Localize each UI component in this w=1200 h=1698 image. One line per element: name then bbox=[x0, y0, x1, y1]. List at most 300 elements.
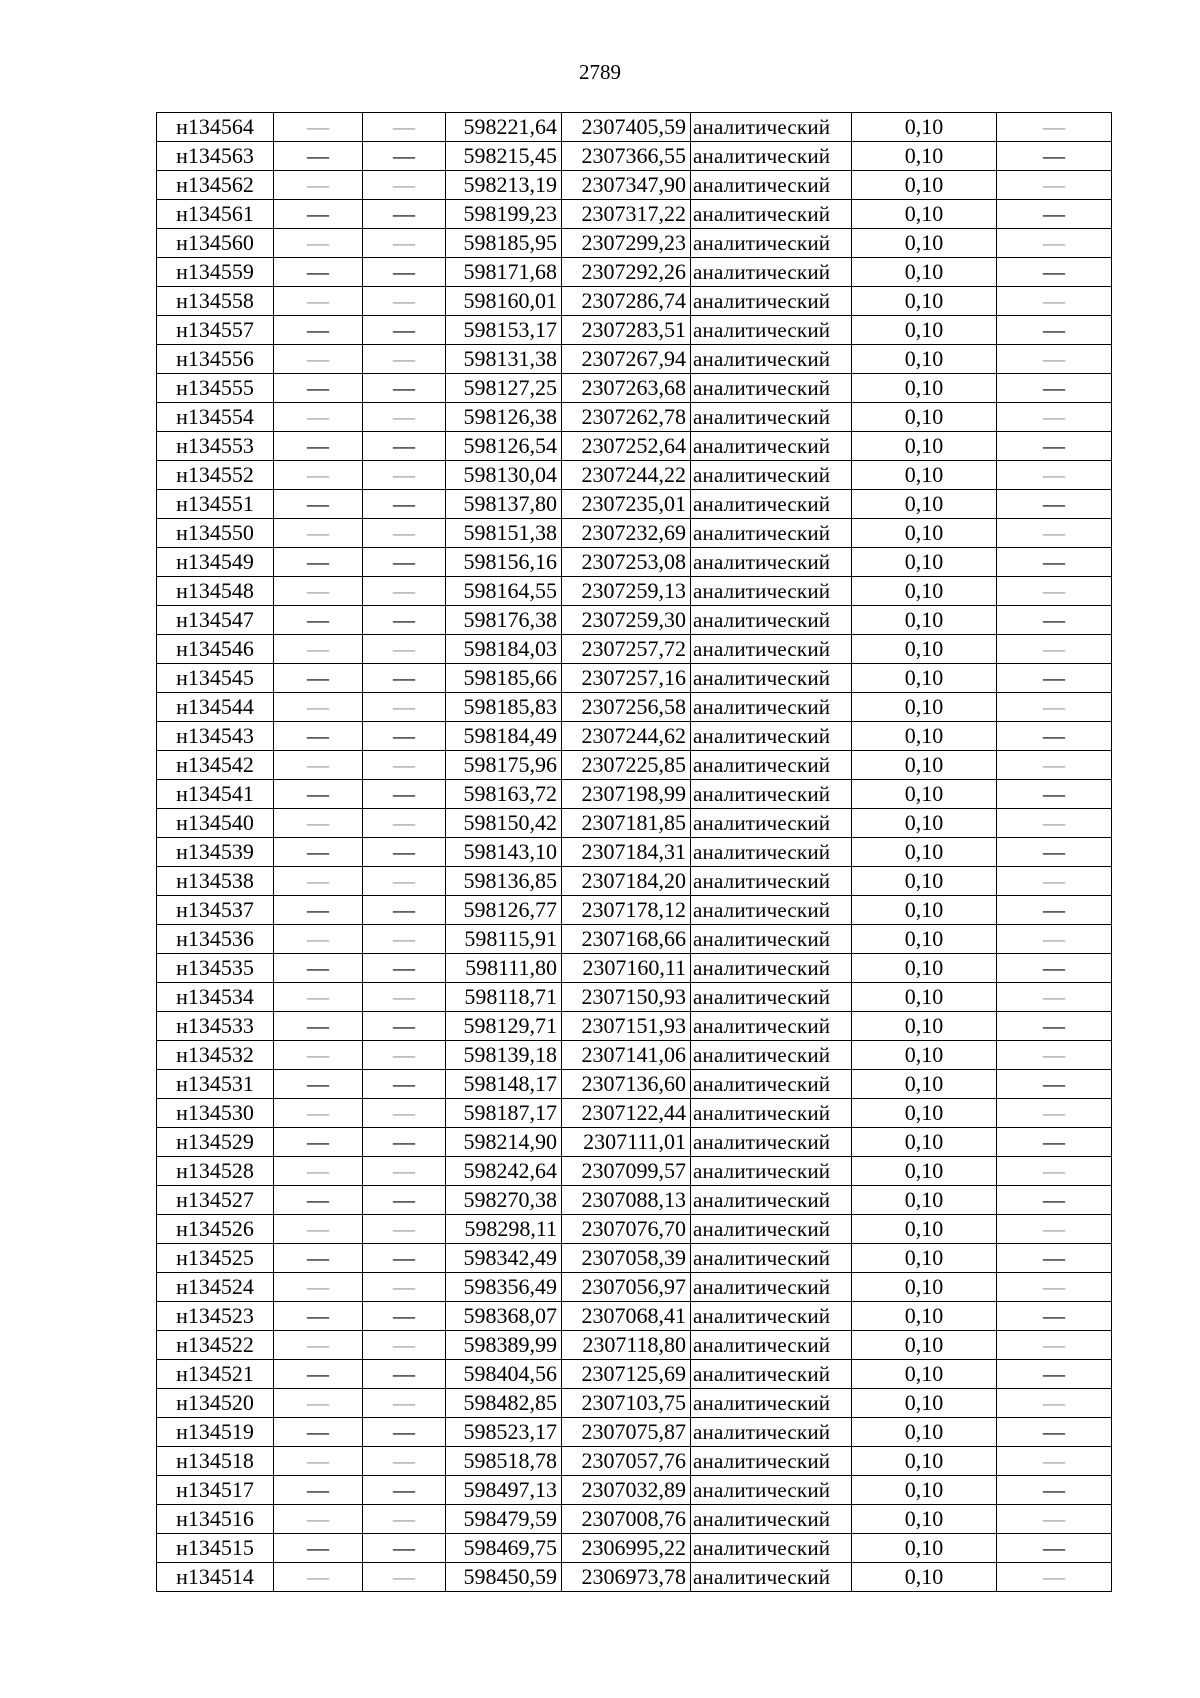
cell-y-coordinate: 2307317,22 bbox=[562, 200, 691, 229]
cell-y-coordinate: 2307286,74 bbox=[562, 287, 691, 316]
cell-dash: — bbox=[363, 1244, 446, 1273]
cell-dash: — bbox=[363, 983, 446, 1012]
cell-x-coordinate: 598479,59 bbox=[446, 1505, 562, 1534]
cell-x-coordinate: 598213,19 bbox=[446, 171, 562, 200]
cell-accuracy: 0,10 bbox=[852, 1157, 997, 1186]
cell-point-name: н134516 bbox=[157, 1505, 274, 1534]
cell-dash: — bbox=[997, 461, 1112, 490]
cell-dash: — bbox=[274, 1476, 363, 1505]
cell-dash: — bbox=[997, 1360, 1112, 1389]
table-row bbox=[157, 664, 1112, 693]
cell-dash: — bbox=[274, 258, 363, 287]
cell-dash: — bbox=[363, 751, 446, 780]
cell-accuracy: 0,10 bbox=[852, 1273, 997, 1302]
cell-dash: — bbox=[363, 1418, 446, 1447]
table-row bbox=[157, 1157, 1112, 1186]
cell-dash: — bbox=[274, 1012, 363, 1041]
cell-y-coordinate: 2307058,39 bbox=[562, 1244, 691, 1273]
cell-x-coordinate: 598184,49 bbox=[446, 722, 562, 751]
cell-dash: — bbox=[997, 1505, 1112, 1534]
cell-method: аналитический bbox=[691, 896, 852, 925]
table-row bbox=[157, 519, 1112, 548]
cell-accuracy: 0,10 bbox=[852, 229, 997, 258]
table-row bbox=[157, 838, 1112, 867]
cell-y-coordinate: 2306973,78 bbox=[562, 1563, 691, 1592]
cell-accuracy: 0,10 bbox=[852, 1215, 997, 1244]
cell-dash: — bbox=[363, 809, 446, 838]
cell-y-coordinate: 2307032,89 bbox=[562, 1476, 691, 1505]
cell-y-coordinate: 2307347,90 bbox=[562, 171, 691, 200]
table-row bbox=[157, 1360, 1112, 1389]
cell-dash: — bbox=[997, 432, 1112, 461]
table-row bbox=[157, 1302, 1112, 1331]
cell-point-name: н134515 bbox=[157, 1534, 274, 1563]
cell-accuracy: 0,10 bbox=[852, 577, 997, 606]
cell-dash: — bbox=[274, 519, 363, 548]
cell-method: аналитический bbox=[691, 925, 852, 954]
cell-point-name: н134547 bbox=[157, 606, 274, 635]
cell-dash: — bbox=[997, 1215, 1112, 1244]
cell-point-name: н134524 bbox=[157, 1273, 274, 1302]
cell-accuracy: 0,10 bbox=[852, 171, 997, 200]
cell-x-coordinate: 598356,49 bbox=[446, 1273, 562, 1302]
cell-method: аналитический bbox=[691, 1447, 852, 1476]
cell-dash: — bbox=[274, 432, 363, 461]
cell-y-coordinate: 2307057,76 bbox=[562, 1447, 691, 1476]
cell-dash: — bbox=[363, 954, 446, 983]
cell-dash: — bbox=[274, 171, 363, 200]
table-row bbox=[157, 229, 1112, 258]
cell-dash: — bbox=[274, 461, 363, 490]
cell-point-name: н134558 bbox=[157, 287, 274, 316]
cell-dash: — bbox=[363, 1360, 446, 1389]
cell-point-name: н134531 bbox=[157, 1070, 274, 1099]
cell-method: аналитический bbox=[691, 1186, 852, 1215]
cell-dash: — bbox=[274, 664, 363, 693]
cell-dash: — bbox=[274, 1418, 363, 1447]
cell-dash: — bbox=[274, 1389, 363, 1418]
cell-accuracy: 0,10 bbox=[852, 635, 997, 664]
cell-dash: — bbox=[363, 606, 446, 635]
cell-dash: — bbox=[997, 1389, 1112, 1418]
cell-point-name: н134532 bbox=[157, 1041, 274, 1070]
cell-dash: — bbox=[274, 1157, 363, 1186]
cell-dash: — bbox=[363, 1447, 446, 1476]
cell-x-coordinate: 598171,68 bbox=[446, 258, 562, 287]
cell-method: аналитический bbox=[691, 1099, 852, 1128]
cell-y-coordinate: 2307056,97 bbox=[562, 1273, 691, 1302]
cell-dash: — bbox=[363, 519, 446, 548]
cell-y-coordinate: 2307198,99 bbox=[562, 780, 691, 809]
cell-dash: — bbox=[363, 1534, 446, 1563]
cell-x-coordinate: 598450,59 bbox=[446, 1563, 562, 1592]
cell-y-coordinate: 2307256,58 bbox=[562, 693, 691, 722]
cell-method: аналитический bbox=[691, 374, 852, 403]
cell-accuracy: 0,10 bbox=[852, 490, 997, 519]
cell-dash: — bbox=[274, 751, 363, 780]
cell-dash: — bbox=[274, 1128, 363, 1157]
cell-dash: — bbox=[997, 258, 1112, 287]
cell-method: аналитический bbox=[691, 316, 852, 345]
cell-accuracy: 0,10 bbox=[852, 461, 997, 490]
cell-x-coordinate: 598163,72 bbox=[446, 780, 562, 809]
table-row bbox=[157, 548, 1112, 577]
table-row bbox=[157, 258, 1112, 287]
cell-accuracy: 0,10 bbox=[852, 896, 997, 925]
cell-point-name: н134554 bbox=[157, 403, 274, 432]
cell-dash: — bbox=[274, 693, 363, 722]
cell-dash: — bbox=[997, 229, 1112, 258]
cell-dash: — bbox=[274, 1447, 363, 1476]
table-row bbox=[157, 1273, 1112, 1302]
cell-method: аналитический bbox=[691, 1244, 852, 1273]
cell-dash: — bbox=[274, 403, 363, 432]
table-row bbox=[157, 345, 1112, 374]
cell-dash: — bbox=[997, 1244, 1112, 1273]
cell-y-coordinate: 2307267,94 bbox=[562, 345, 691, 374]
cell-point-name: н134537 bbox=[157, 896, 274, 925]
table-row bbox=[157, 1476, 1112, 1505]
cell-dash: — bbox=[997, 200, 1112, 229]
cell-method: аналитический bbox=[691, 809, 852, 838]
cell-accuracy: 0,10 bbox=[852, 374, 997, 403]
cell-point-name: н134520 bbox=[157, 1389, 274, 1418]
cell-x-coordinate: 598199,23 bbox=[446, 200, 562, 229]
cell-method: аналитический bbox=[691, 867, 852, 896]
cell-dash: — bbox=[363, 635, 446, 664]
cell-method: аналитический bbox=[691, 1331, 852, 1360]
cell-dash: — bbox=[363, 1012, 446, 1041]
cell-y-coordinate: 2307257,16 bbox=[562, 664, 691, 693]
cell-method: аналитический bbox=[691, 577, 852, 606]
cell-y-coordinate: 2307283,51 bbox=[562, 316, 691, 345]
cell-accuracy: 0,10 bbox=[852, 1186, 997, 1215]
cell-dash: — bbox=[363, 1505, 446, 1534]
cell-x-coordinate: 598482,85 bbox=[446, 1389, 562, 1418]
cell-dash: — bbox=[997, 809, 1112, 838]
table-row bbox=[157, 142, 1112, 171]
cell-dash: — bbox=[997, 1041, 1112, 1070]
cell-dash: — bbox=[363, 171, 446, 200]
cell-point-name: н134540 bbox=[157, 809, 274, 838]
table-row bbox=[157, 809, 1112, 838]
cell-y-coordinate: 2307076,70 bbox=[562, 1215, 691, 1244]
cell-dash: — bbox=[363, 403, 446, 432]
table-row bbox=[157, 1505, 1112, 1534]
table-row bbox=[157, 1128, 1112, 1157]
cell-y-coordinate: 2307263,68 bbox=[562, 374, 691, 403]
table-row bbox=[157, 1041, 1112, 1070]
cell-dash: — bbox=[997, 693, 1112, 722]
cell-point-name: н134557 bbox=[157, 316, 274, 345]
table-row bbox=[157, 1563, 1112, 1592]
cell-x-coordinate: 598126,77 bbox=[446, 896, 562, 925]
cell-method: аналитический bbox=[691, 1389, 852, 1418]
cell-accuracy: 0,10 bbox=[852, 142, 997, 171]
cell-y-coordinate: 2307184,20 bbox=[562, 867, 691, 896]
cell-dash: — bbox=[363, 1476, 446, 1505]
cell-dash: — bbox=[274, 1070, 363, 1099]
cell-dash: — bbox=[997, 954, 1112, 983]
cell-y-coordinate: 2307299,23 bbox=[562, 229, 691, 258]
cell-dash: — bbox=[363, 461, 446, 490]
cell-x-coordinate: 598187,17 bbox=[446, 1099, 562, 1128]
table-row bbox=[157, 635, 1112, 664]
cell-method: аналитический bbox=[691, 664, 852, 693]
cell-dash: — bbox=[363, 780, 446, 809]
cell-y-coordinate: 2307178,12 bbox=[562, 896, 691, 925]
cell-dash: — bbox=[997, 403, 1112, 432]
table-row bbox=[157, 490, 1112, 519]
cell-point-name: н134536 bbox=[157, 925, 274, 954]
cell-dash: — bbox=[363, 1389, 446, 1418]
cell-y-coordinate: 2307136,60 bbox=[562, 1070, 691, 1099]
cell-y-coordinate: 2307168,66 bbox=[562, 925, 691, 954]
cell-dash: — bbox=[997, 1418, 1112, 1447]
cell-y-coordinate: 2307253,08 bbox=[562, 548, 691, 577]
table-row bbox=[157, 403, 1112, 432]
cell-accuracy: 0,10 bbox=[852, 1302, 997, 1331]
cell-point-name: н134543 bbox=[157, 722, 274, 751]
cell-accuracy: 0,10 bbox=[852, 867, 997, 896]
cell-point-name: н134562 bbox=[157, 171, 274, 200]
cell-dash: — bbox=[274, 548, 363, 577]
cell-x-coordinate: 598164,55 bbox=[446, 577, 562, 606]
table-row bbox=[157, 896, 1112, 925]
cell-point-name: н134544 bbox=[157, 693, 274, 722]
cell-y-coordinate: 2307125,69 bbox=[562, 1360, 691, 1389]
cell-dash: — bbox=[997, 722, 1112, 751]
cell-dash: — bbox=[274, 838, 363, 867]
cell-dash: — bbox=[997, 1476, 1112, 1505]
cell-accuracy: 0,10 bbox=[852, 925, 997, 954]
cell-x-coordinate: 598143,10 bbox=[446, 838, 562, 867]
cell-dash: — bbox=[274, 606, 363, 635]
cell-dash: — bbox=[997, 577, 1112, 606]
cell-dash: — bbox=[274, 1331, 363, 1360]
cell-y-coordinate: 2307122,44 bbox=[562, 1099, 691, 1128]
cell-y-coordinate: 2307262,78 bbox=[562, 403, 691, 432]
cell-accuracy: 0,10 bbox=[852, 1563, 997, 1592]
cell-accuracy: 0,10 bbox=[852, 1476, 997, 1505]
cell-dash: — bbox=[997, 867, 1112, 896]
cell-dash: — bbox=[997, 1302, 1112, 1331]
cell-accuracy: 0,10 bbox=[852, 693, 997, 722]
cell-dash: — bbox=[997, 664, 1112, 693]
cell-dash: — bbox=[997, 1331, 1112, 1360]
cell-x-coordinate: 598185,83 bbox=[446, 693, 562, 722]
cell-point-name: н134555 bbox=[157, 374, 274, 403]
cell-x-coordinate: 598270,38 bbox=[446, 1186, 562, 1215]
cell-x-coordinate: 598184,03 bbox=[446, 635, 562, 664]
cell-point-name: н134525 bbox=[157, 1244, 274, 1273]
cell-y-coordinate: 2307244,22 bbox=[562, 461, 691, 490]
cell-method: аналитический bbox=[691, 1215, 852, 1244]
cell-dash: — bbox=[363, 258, 446, 287]
cell-dash: — bbox=[274, 1505, 363, 1534]
table-row bbox=[157, 1012, 1112, 1041]
cell-x-coordinate: 598150,42 bbox=[446, 809, 562, 838]
cell-dash: — bbox=[363, 577, 446, 606]
cell-dash: — bbox=[274, 490, 363, 519]
cell-point-name: н134533 bbox=[157, 1012, 274, 1041]
cell-dash: — bbox=[363, 896, 446, 925]
cell-y-coordinate: 2306995,22 bbox=[562, 1534, 691, 1563]
cell-point-name: н134549 bbox=[157, 548, 274, 577]
cell-accuracy: 0,10 bbox=[852, 1505, 997, 1534]
table-row bbox=[157, 1186, 1112, 1215]
cell-dash: — bbox=[274, 1302, 363, 1331]
table-row bbox=[157, 577, 1112, 606]
table-row bbox=[157, 316, 1112, 345]
cell-accuracy: 0,10 bbox=[852, 258, 997, 287]
cell-point-name: н134528 bbox=[157, 1157, 274, 1186]
cell-dash: — bbox=[363, 490, 446, 519]
cell-dash: — bbox=[274, 113, 363, 142]
cell-accuracy: 0,10 bbox=[852, 113, 997, 142]
cell-dash: — bbox=[274, 577, 363, 606]
cell-dash: — bbox=[997, 171, 1112, 200]
cell-dash: — bbox=[997, 548, 1112, 577]
cell-dash: — bbox=[274, 1215, 363, 1244]
cell-x-coordinate: 598342,49 bbox=[446, 1244, 562, 1273]
cell-dash: — bbox=[997, 1070, 1112, 1099]
cell-point-name: н134546 bbox=[157, 635, 274, 664]
cell-y-coordinate: 2307252,64 bbox=[562, 432, 691, 461]
cell-method: аналитический bbox=[691, 113, 852, 142]
cell-x-coordinate: 598126,54 bbox=[446, 432, 562, 461]
cell-accuracy: 0,10 bbox=[852, 954, 997, 983]
cell-method: аналитический bbox=[691, 838, 852, 867]
cell-point-name: н134548 bbox=[157, 577, 274, 606]
cell-dash: — bbox=[274, 780, 363, 809]
cell-point-name: н134521 bbox=[157, 1360, 274, 1389]
cell-x-coordinate: 598518,78 bbox=[446, 1447, 562, 1476]
table-row bbox=[157, 954, 1112, 983]
cell-x-coordinate: 598129,71 bbox=[446, 1012, 562, 1041]
cell-dash: — bbox=[363, 287, 446, 316]
cell-x-coordinate: 598215,45 bbox=[446, 142, 562, 171]
cell-x-coordinate: 598127,25 bbox=[446, 374, 562, 403]
cell-y-coordinate: 2307099,57 bbox=[562, 1157, 691, 1186]
cell-x-coordinate: 598156,16 bbox=[446, 548, 562, 577]
cell-accuracy: 0,10 bbox=[852, 809, 997, 838]
cell-dash: — bbox=[997, 287, 1112, 316]
cell-x-coordinate: 598175,96 bbox=[446, 751, 562, 780]
cell-accuracy: 0,10 bbox=[852, 1447, 997, 1476]
table-row bbox=[157, 113, 1112, 142]
cell-dash: — bbox=[274, 1273, 363, 1302]
cell-method: аналитический bbox=[691, 1157, 852, 1186]
cell-dash: — bbox=[274, 1099, 363, 1128]
cell-dash: — bbox=[274, 1360, 363, 1389]
cell-x-coordinate: 598139,18 bbox=[446, 1041, 562, 1070]
cell-y-coordinate: 2307111,01 bbox=[562, 1128, 691, 1157]
cell-method: аналитический bbox=[691, 287, 852, 316]
cell-method: аналитический bbox=[691, 1128, 852, 1157]
cell-y-coordinate: 2307259,30 bbox=[562, 606, 691, 635]
cell-dash: — bbox=[363, 1128, 446, 1157]
table-row bbox=[157, 200, 1112, 229]
cell-y-coordinate: 2307008,76 bbox=[562, 1505, 691, 1534]
cell-method: аналитический bbox=[691, 258, 852, 287]
cell-y-coordinate: 2307259,13 bbox=[562, 577, 691, 606]
cell-dash: — bbox=[363, 200, 446, 229]
cell-x-coordinate: 598153,17 bbox=[446, 316, 562, 345]
cell-y-coordinate: 2307088,13 bbox=[562, 1186, 691, 1215]
cell-dash: — bbox=[363, 1041, 446, 1070]
cell-y-coordinate: 2307118,80 bbox=[562, 1331, 691, 1360]
cell-y-coordinate: 2307150,93 bbox=[562, 983, 691, 1012]
cell-y-coordinate: 2307366,55 bbox=[562, 142, 691, 171]
cell-point-name: н134552 bbox=[157, 461, 274, 490]
cell-point-name: н134526 bbox=[157, 1215, 274, 1244]
cell-dash: — bbox=[274, 1041, 363, 1070]
cell-x-coordinate: 598115,91 bbox=[446, 925, 562, 954]
cell-y-coordinate: 2307405,59 bbox=[562, 113, 691, 142]
cell-method: аналитический bbox=[691, 635, 852, 664]
table-row bbox=[157, 780, 1112, 809]
cell-point-name: н134551 bbox=[157, 490, 274, 519]
cell-dash: — bbox=[274, 1244, 363, 1273]
cell-dash: — bbox=[997, 925, 1112, 954]
page-number: 2789 bbox=[579, 60, 621, 84]
cell-method: аналитический bbox=[691, 1070, 852, 1099]
cell-dash: — bbox=[997, 751, 1112, 780]
cell-accuracy: 0,10 bbox=[852, 1099, 997, 1128]
cell-accuracy: 0,10 bbox=[852, 664, 997, 693]
cell-dash: — bbox=[274, 142, 363, 171]
cell-method: аналитический bbox=[691, 171, 852, 200]
cell-dash: — bbox=[997, 1563, 1112, 1592]
cell-accuracy: 0,10 bbox=[852, 722, 997, 751]
cell-method: аналитический bbox=[691, 1360, 852, 1389]
cell-dash: — bbox=[363, 1099, 446, 1128]
cell-dash: — bbox=[274, 316, 363, 345]
table-row bbox=[157, 693, 1112, 722]
cell-y-coordinate: 2307257,72 bbox=[562, 635, 691, 664]
table-body bbox=[157, 113, 1112, 1592]
cell-method: аналитический bbox=[691, 200, 852, 229]
cell-y-coordinate: 2307235,01 bbox=[562, 490, 691, 519]
table-row bbox=[157, 287, 1112, 316]
cell-point-name: н134561 bbox=[157, 200, 274, 229]
cell-dash: — bbox=[274, 722, 363, 751]
cell-y-coordinate: 2307292,26 bbox=[562, 258, 691, 287]
cell-accuracy: 0,10 bbox=[852, 606, 997, 635]
cell-x-coordinate: 598523,17 bbox=[446, 1418, 562, 1447]
cell-method: аналитический bbox=[691, 403, 852, 432]
cell-accuracy: 0,10 bbox=[852, 1070, 997, 1099]
cell-point-name: н134538 bbox=[157, 867, 274, 896]
cell-dash: — bbox=[274, 1534, 363, 1563]
cell-accuracy: 0,10 bbox=[852, 345, 997, 374]
cell-x-coordinate: 598221,64 bbox=[446, 113, 562, 142]
cell-point-name: н134541 bbox=[157, 780, 274, 809]
cell-dash: — bbox=[363, 1563, 446, 1592]
cell-dash: — bbox=[997, 1128, 1112, 1157]
cell-accuracy: 0,10 bbox=[852, 1389, 997, 1418]
table-row bbox=[157, 1534, 1112, 1563]
cell-x-coordinate: 598126,38 bbox=[446, 403, 562, 432]
cell-accuracy: 0,10 bbox=[852, 751, 997, 780]
cell-y-coordinate: 2307068,41 bbox=[562, 1302, 691, 1331]
cell-point-name: н134563 bbox=[157, 142, 274, 171]
cell-dash: — bbox=[997, 345, 1112, 374]
cell-dash: — bbox=[274, 925, 363, 954]
cell-x-coordinate: 598404,56 bbox=[446, 1360, 562, 1389]
cell-method: аналитический bbox=[691, 461, 852, 490]
